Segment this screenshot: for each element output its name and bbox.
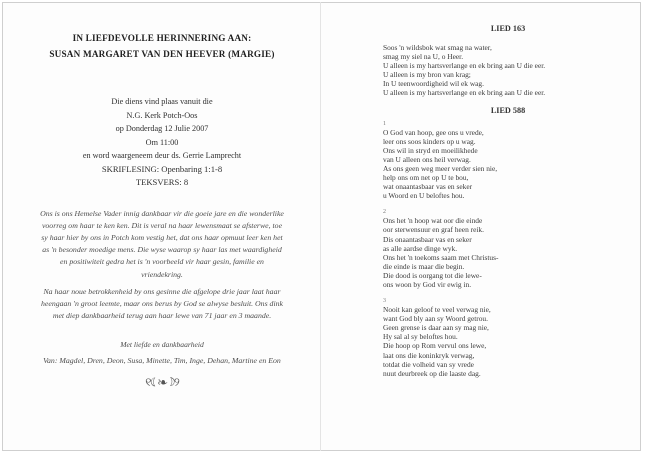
lyric-line: leer ons soos kinders op u wag. [383,136,476,146]
lyric-line: O God van hoop, gee ons u vrede, [383,127,484,137]
tribute-line: heengaan 'n groot leemte, maar ons berus by God se alwyse besluit. Ons dink [41,298,283,308]
lyric-line: help ons om net op U te bou, [383,173,469,183]
verse-number: 2 [383,209,386,216]
lyric-line: Geen grense is daar aan sy mag nie, [383,323,489,333]
hymn-588-verse-1 [383,120,633,201]
hymn-163-title: LIED 163 [490,24,526,33]
lyric-line: U alleen is my hartsverlange en ek bring aan U die eer. [383,61,546,71]
lyric-line: van U alleen ons heil verwag. [383,154,471,164]
lyric-line: Dis onaantasbaar vas en seker [383,234,472,244]
tribute-paragraph-1 [12,208,312,281]
lyric-line: Ons het 'n hoop wat oor die einde [383,216,483,226]
lyric-line: u Woord en U beloftes hou. [383,191,465,201]
service-line: op Donderdag 12 Julie 2007 [115,124,209,133]
lyric-line: In U teenwoordigheid wil ek wag. [383,79,484,89]
tribute-line: vriendekring. [141,269,183,279]
text-verse: TEKSVERS: 8 [135,177,189,187]
tribute-line: sy haar hier by ons in Potch kom vestig het, dat ons haar opmuut leer ken het [41,232,283,242]
verse-number: 1 [383,120,386,127]
card-fold-line [320,2,321,451]
lyric-line: Soos 'n wildsbok wat smag na water, [383,43,492,52]
lyric-line: Nooit kan geloof te veel verwag nie, [383,305,491,315]
service-details [12,95,312,190]
tribute-line: voorreg om haar te ken ken. Dit is veral na haar lewensmaat se afsterwe, toe [41,220,283,230]
right-panel [383,24,633,386]
scripture-reading: SKRIFLESING: Openbaring 1:1-8 [101,163,223,174]
lyric-line: want God bly aan sy Woord getrou. [383,314,488,324]
memorial-heading: IN LIEFDEVOLLE HERINNERING AAN: [72,33,252,43]
signoff: Met liefde en dankbaarheid [120,340,204,350]
lyric-line: nuut deurbreek op die laaste dag. [383,368,481,378]
hymn-588-title: LIED 588 [490,105,526,115]
lyric-line: U alleen is my hartsverlange en ek bring aan U die eer. [383,88,546,98]
hymn-588-verse-2 [383,208,633,289]
lyric-line: Die dood is oorgang tot die lewe- [383,270,482,280]
left-panel [12,30,312,390]
deceased-name: SUSAN MARGARET VAN DEN HEEVER (MARGIE) [49,49,275,59]
service-line: Die diens vind plaas vanuit die [111,97,213,106]
lyric-line: die einde is maar die begin. [383,261,465,271]
lyric-line: As ons geen weg meer verder sien nie, [383,163,498,173]
lyric-line: Ons het 'n toekoms saam met Christus- [383,252,499,262]
service-line: en word waargeneem deur ds. Gerrie Lamprecht [82,151,242,160]
lyric-line: wat onaantasbaar vas en seker [383,182,473,192]
lyric-line: laat ons die koninkryk verwag, [383,350,475,360]
decorative-ornament-icon: ୧☾❧☽୨ [145,375,179,390]
tribute-line: met diep dankbaarheid terug aan haar lewe van 71 jaar en 3 maande. [52,311,272,321]
lyric-line: as alle aardse dinge wyk. [383,243,458,253]
verse-number: 3 [383,298,386,305]
lyric-line: Die hoop op Rom vervul ons lewe, [383,341,487,351]
lyric-line: Ons wil in stryd en moeilikhede [383,145,478,155]
lyric-line: U alleen is my bron van krag; [383,70,471,80]
tribute-paragraph-2 [12,286,312,323]
family-names: Van: Magdel, Dren, Deon, Susa, Minette, Tim, Inge, Dehan, Martine en Eon [43,356,281,366]
tribute-line: en positiwiteit gedra het is 'n voorbeeld vir haar gesin, familie en [60,257,264,267]
lyric-line: ons woon by God vir ewig in. [383,279,472,289]
service-line: N.G. Kerk Potch-Oos [126,110,198,120]
tribute-line: Na haar noue betrokkenheid by ons gesinne die afgelope drie jaar laat haar [43,286,281,296]
lyric-line: totdat die volheid van sy vrede [383,359,474,369]
hymn-163-lyrics [383,43,633,98]
lyric-line: oor sterwensuur en graf heen reik. [383,225,484,235]
service-time: Om 11:00 [145,137,179,147]
lyric-line: Hy sal al sy beloftes hou. [383,332,458,342]
tribute-line: Ons is ons Hemelse Vader innig dankbaar vir die goeie jare en die wonderlike [40,208,284,218]
hymn-588-verse-3 [383,297,633,378]
tribute-line: as 'n besonder moedige mens. Die wyse waarop sy haar las met waardigheid [42,245,282,255]
lyric-line: smag my siel na U, o Heer. [383,52,464,62]
